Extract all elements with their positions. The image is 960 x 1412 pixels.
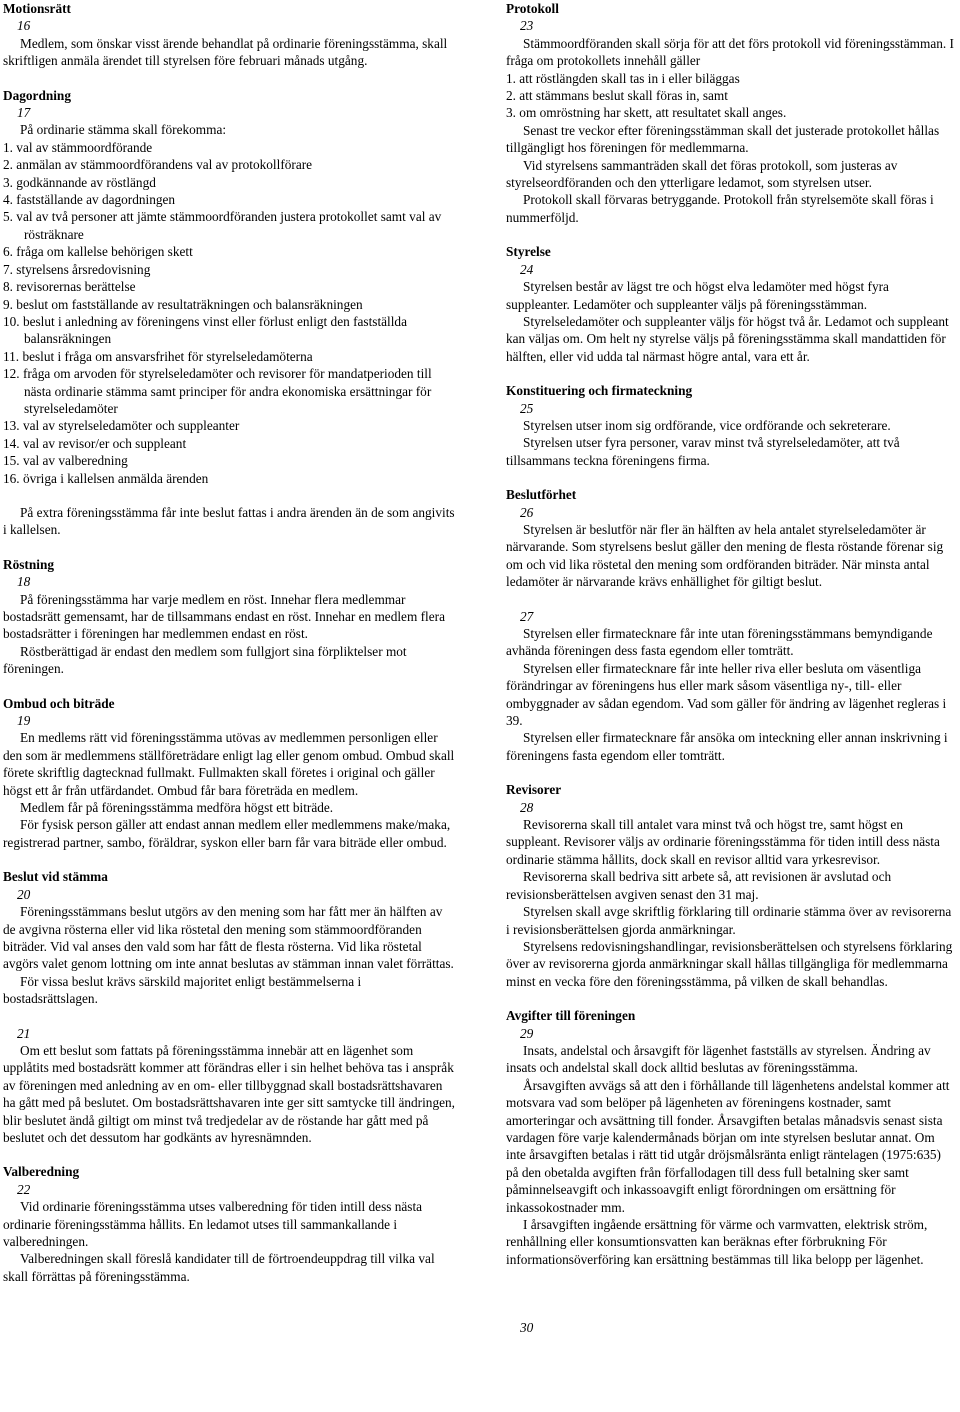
section-heading: Avgifter till föreningen — [506, 1008, 636, 1024]
paragraph-text: Vid ordinarie föreningsstämma utses valberedning för tiden intill dess nästa ordinarie föreningsstämma hållits. En ledamot utses till sammankallande i valberedningen. — [3, 1199, 423, 1249]
list-item: 13. val av styrelseledamöter och suppleanter — [3, 418, 240, 434]
paragraph-number: 18 — [17, 574, 31, 590]
paragraph-text: Styrelsen eller firmatecknare får ansöka om inteckning eller annan inskrivning i föreningens fasta egendom eller tomträtt. — [506, 730, 948, 763]
list-item: 9. beslut om fastställande av resultaträkningen och balansräkningen — [3, 296, 363, 312]
section-heading: Beslut vid stämma — [3, 869, 108, 885]
list-item: 7. styrelsens årsredovisning — [3, 261, 151, 277]
section-heading: Röstning — [3, 556, 54, 572]
list-item: 5. val av två personer att jämte stämmoordföranden justera protokollet samt val av rösträknare — [3, 209, 442, 242]
section-ombud — [3, 695, 458, 852]
section-beslut — [3, 868, 458, 1146]
paragraph-text: Styrelsen eller firmatecknare får inte heller riva eller besluta om väsentliga förändringar av föreningens hus eller mark såsom väsentliga ny-, till- eller ombyggnader av sådan egendom. Vad som gäller för ändring av lägenhet regleras i 39. — [506, 660, 947, 729]
paragraph-number: 21 — [17, 1025, 31, 1041]
paragraph-text: Styrelsens redovisningshandlingar, revisionsberättelsen och styrelsens förklaring över av revisorerna gjorda anmärkningar skall hållas tillgängliga för medlemmarna minst en vecka före den föreningsstämma, på vilken de skall behandlas. — [506, 938, 953, 989]
paragraph-text: Senast tre veckor efter föreningsstämman skall det justerade protokollet hållas tillgängligt hos föreningen för medlemmarna. — [506, 122, 940, 156]
paragraph-text: På extra föreningsstämma får inte beslut fattas i andra ärenden än de som angivits i kallelsen. — [3, 504, 455, 538]
paragraph-number: 19 — [17, 713, 31, 729]
paragraph-text: Styrelsen skall avge skriftlig förklaring till ordinarie stämma över av revisorerna i revisionsberättelsen gjorda anmärkningar. — [506, 904, 952, 937]
paragraph-number: 16 — [17, 18, 31, 34]
list-item: 1. val av stämmoordförande — [3, 139, 153, 155]
section-heading: Konstituering och firmateckning — [506, 383, 693, 399]
paragraph-text: En medlems rätt vid föreningsstämma utövas av medlemmen personligen eller den som är medlemmens ställföreträdare enligt lag eller genom ombud. Ombud skall förete skriftlig dagtecknad fullmakt. Fullmakten skall företes i original och gäller högst ett år från utfärdandet. Ombud får bara företräda en medlem. — [3, 730, 455, 798]
list-item: 16. övriga i kallelsen anmälda ärenden — [3, 470, 209, 486]
paragraph-text: Medlem, som önskar visst ärende behandlat på ordinarie föreningsstämma, skall skriftligen anmäla ärendet till styrelsen före februari månads utgång. — [3, 35, 448, 69]
paragraph-number: 17 — [17, 105, 31, 121]
list-item: 2. anmälan av stämmoordförandens val av protokollförare — [3, 157, 313, 173]
paragraph-text: På föreningsstämma har varje medlem en röst. Innehar flera medlemmar bostadsrätt gemensamt, har de tillsammans endast en röst. Innehar en medlem flera bostadsrätter i föreningen har medlemmen endast en röst. — [3, 591, 445, 642]
paragraph-text: Årsavgiften avvägs så att den i förhållande till lägenhetens andelstal kommer att motsvara vad som belöper på lägenheten av föreningens kostnader, samt amorteringar och avsättning till fonder. Årsavgiften betalas månadsvis senast sista vardagen före varje kalendermånads början om inte styrelsen beslutar annat. Om inte årsavgiften betalas i rätt tid utgår dröjsmålsränta enligt räntelagen (1975:635) på den obetalda avgiften från förfallodagen till dess full betalning sker samt påminnelseavgift och inkassoavgift enligt förordningen om ersättning för inkassokostnader mm. — [506, 1077, 950, 1215]
section-heading: Motionsrätt — [3, 1, 71, 16]
paragraph-number: 25 — [520, 400, 534, 416]
paragraph-number: 26 — [520, 504, 534, 520]
right-column — [506, 0, 956, 1354]
paragraph-text: Styrelsen eller firmatecknare får inte utan föreningsstämmans bemyndigande avhända föreningen dess fasta egendom eller tomträtt. — [506, 626, 933, 659]
paragraph-text: Styrelsen utser fyra personer, varav minst två styrelseledamöter, att två tillsammans teckna föreningens firma. — [506, 435, 900, 468]
paragraph-number: 29 — [520, 1025, 534, 1041]
paragraph-text: Styrelsen består av lägst tre och högst elva ledamöter med högst fyra suppleanter. Ledamöter och suppleanter väljs på föreningsstämman. — [506, 279, 889, 312]
paragraph-text: Medlem får på föreningsstämma medföra högst ett biträde. — [20, 800, 334, 816]
section-konstituering — [506, 382, 956, 469]
section-avgifter — [506, 1007, 956, 1337]
paragraph-text: Föreningsstämmans beslut utgörs av den mening som har fått mer än hälften av de avgivna rösterna eller vid lika röstetal den mening som stämmoordföranden biträder. Vid val anses den vald som har fått de flesta rösterna. Vid lika röstetal avgörs valet genom lottning om inte annat beslutas av stämman innan valet förrättas. — [3, 904, 454, 972]
section-valberedning — [3, 1163, 458, 1285]
list-item: 3. godkännande av röstlängd — [3, 174, 156, 190]
section-heading: Ombud och biträde — [3, 695, 115, 711]
list-item: 6. fråga om kallelse behörigen skett — [3, 244, 193, 260]
section-heading: Styrelse — [506, 244, 551, 260]
section-dagordning — [3, 87, 458, 539]
list-item: 3. om omröstning har skett, att resultatet skall anges. — [506, 105, 787, 121]
paragraph-number: 30 — [520, 1320, 534, 1336]
paragraph-text: I årsavgiften ingående ersättning för värme och varmvatten, elektrisk ström, renhållning eller konsumtionsvatten kan beräknas efter förbrukning För informationsöverföring kan ersättning bestämmas till lika belopp per lägenhet. — [506, 1217, 928, 1267]
section-styrelse — [506, 243, 956, 365]
paragraph-text: På ordinarie stämma skall förekomma: — [20, 122, 227, 138]
list-item: 1. att röstlängden skall tas in i eller biläggas — [506, 70, 740, 86]
paragraph-text: Protokoll skall förvaras betryggande. Protokoll från styrelsemöte skall föras i nummerföljd. — [506, 192, 934, 225]
agenda-list — [3, 139, 458, 487]
paragraph-number: 20 — [17, 886, 31, 902]
section-heading: Valberedning — [3, 1164, 80, 1180]
paragraph-number: 23 — [520, 18, 534, 34]
left-column — [3, 0, 458, 1302]
section-revisorer — [506, 781, 956, 990]
paragraph-text: För vissa beslut krävs särskild majoritet enligt bestämmelserna i bostadsrättslagen. — [3, 973, 362, 1007]
paragraph-text: För fysisk person gäller att endast annan medlem eller medlemmens make/maka, registrerad partner, sambo, föräldrar, syskon eller barn får vara biträde eller ombud. — [3, 817, 451, 850]
paragraph-text: Styrelseledamöter och suppleanter väljs för högst två år. Ledamot och suppleant kan väljas om. Om helt ny styrelse väljs på föreningsstämma skall mandattiden för hälften, eller vid udda tal närmast högre antal, vara ett år. — [506, 313, 949, 364]
list-item: 10. beslut i anledning av föreningens vinst eller förlust enligt den fastställda balansräkningen — [3, 313, 407, 347]
paragraph-number: 22 — [17, 1181, 31, 1197]
section-motionsratt — [3, 0, 458, 70]
section-rostning — [3, 556, 458, 678]
list-item: 11. beslut i fråga om ansvarsfrihet för styrelseledamöterna — [3, 348, 313, 364]
list-item: 12. fråga om arvoden för styrelseledamöter och revisorer för mandatperioden till nästa ordinarie stämma samt principer för andra ekonomiska ersättningar för styrelseledamöter — [3, 366, 432, 416]
section-heading: Revisorer — [506, 782, 562, 798]
section-heading: Beslutförhet — [506, 487, 577, 503]
paragraph-text: Röstberättigad är endast den medlem som fullgjort sina förpliktelser mot föreningen. — [3, 643, 407, 677]
section-beslutforhet — [506, 486, 956, 764]
paragraph-text: Styrelsen utser inom sig ordförande, vice ordförande och sekreterare. — [523, 417, 891, 433]
list-item: 15. val av valberedning — [3, 453, 128, 469]
paragraph-text: Insats, andelstal och årsavgift för lägenhet fastställs av styrelsen. Ändring av insats och andelstal skall dock alltid beslutas av föreningsstämma. — [506, 1042, 931, 1076]
paragraph-text: Styrelsen är beslutför när fler än hälften av hela antalet styrelseledamöter är närvarande. Som styrelsens beslut gäller den mening de flesta röstande förenar sig om och vid lika röstetal den mening som ordföranden biträder. När minsta antal ledamöter är närvarande krävs enhällighet för giltigt beslut. — [506, 521, 944, 590]
list-item: 4. fastställande av dagordningen — [3, 192, 176, 208]
paragraph-text: Revisorerna skall till antalet vara minst två och högst tre, samt högst en suppleant. Revisorer väljs av ordinarie föreningsstämma för tiden intill dess nästa ordinarie stämma hållits, dock skall en revisor alltid vara yrkesrevisor. — [506, 817, 940, 867]
list-item: 8. revisorernas berättelse — [3, 279, 136, 295]
protocol-list — [506, 70, 956, 122]
list-item: 2. att stämmans beslut skall föras in, samt — [506, 88, 728, 104]
paragraph-number: 27 — [520, 608, 534, 624]
paragraph-text: Revisorerna skall bedriva sitt arbete så, att revisionen är avslutad och revisionsberättelsen avgiven senast den 31 maj. — [506, 869, 892, 902]
paragraph-text: Vid styrelsens sammanträden skall det föras protokoll, som justeras av styrelseordföranden och den ytterligare ledamot, som styrelsen utser. — [506, 157, 898, 191]
paragraph-text: Om ett beslut som fattats på föreningsstämma innebär att en lägenhet som upplåtits med bostadsrätt kommer att förändras eller i sin helhet behöva tas i anspråk av föreningen med anledning av en om- eller tillbyggnad skall bostadsrättshavaren ha gått med på beslutet. Om bostadsrättshavaren inte ger sitt samtycke till ändringen, blir beslutet ändå giltigt om minst två tredjedelar av de röstande har gått med på beslutet och det dessutom har godkänts av hyresnämnden. — [3, 1042, 455, 1145]
section-heading: Protokoll — [506, 1, 559, 16]
section-protokoll — [506, 0, 956, 226]
list-item: 14. val av revisor/er och suppleant — [3, 435, 187, 451]
paragraph-number: 28 — [520, 799, 534, 815]
paragraph-text: Valberedningen skall föreslå kandidater till de förtroendeuppdrag till vilka val skall förrättas på föreningsstämma. — [3, 1251, 435, 1284]
paragraph-number: 24 — [520, 261, 534, 277]
paragraph-text: Stämmoordföranden skall sörja för att det förs protokoll vid föreningsstämman. I fråga om protokollets innehåll gäller — [506, 35, 954, 69]
section-heading: Dagordning — [3, 87, 71, 103]
